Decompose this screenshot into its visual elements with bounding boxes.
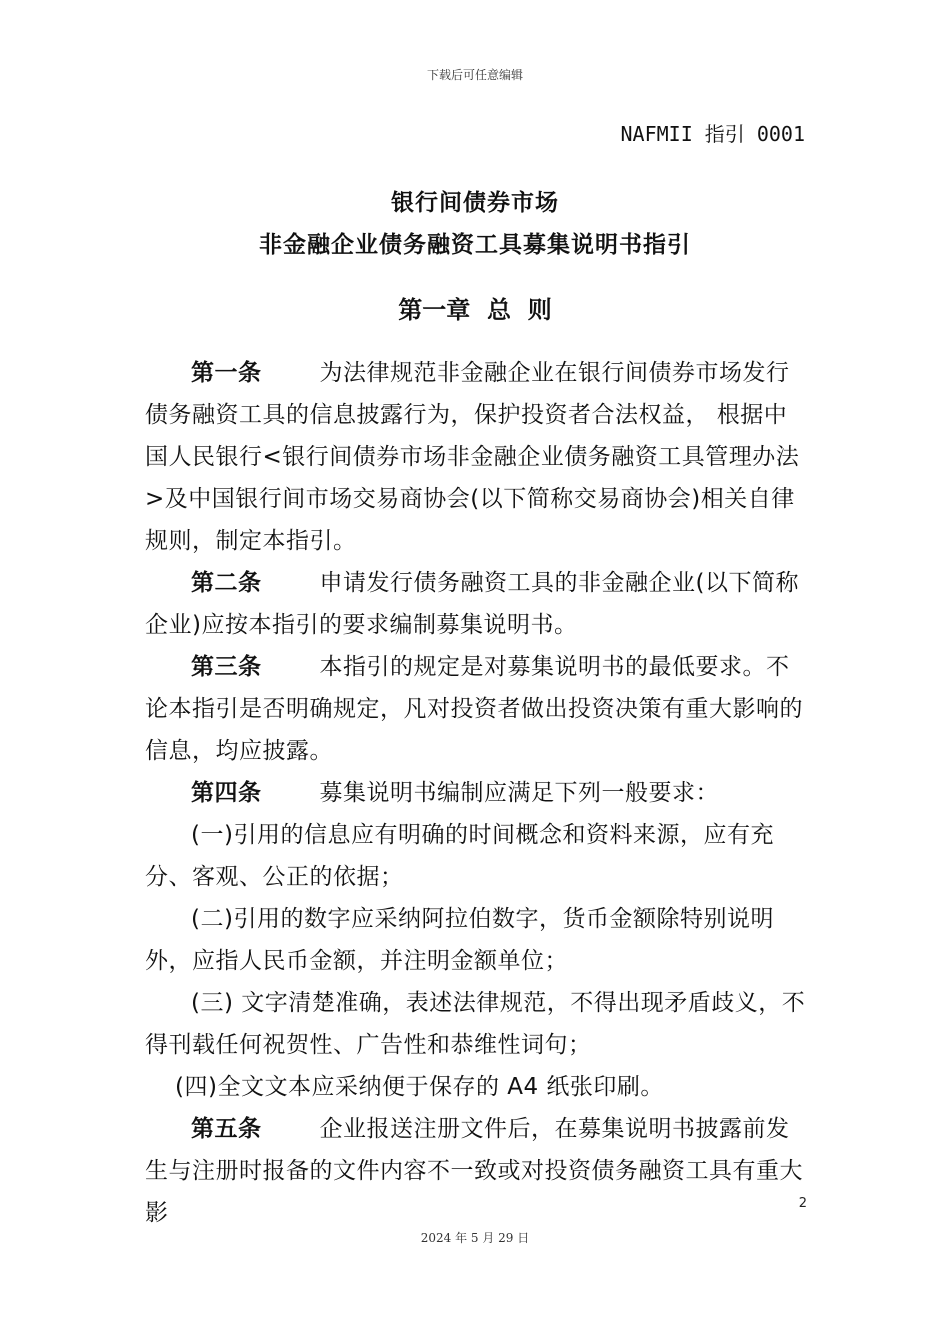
page-header-note: 下载后可任意编辑 (426, 68, 523, 82)
article-5-text: 企业报送注册文件后，在募集说明书披露前发生与注册时报备的文件内容不一致或对投资债务融资工具有重大影 (145, 1116, 803, 1226)
article-4-text: 募集说明书编制应满足下列一般要求： (319, 780, 719, 806)
document-title-line-1: 银行间债券市场 (391, 190, 559, 216)
article-4-item-2: (二)引用的数字应采纳阿拉伯数字，货币金额除特别说明外，应指人民币金额，并注明金额单位； (145, 906, 774, 974)
chapter-heading: 第一章 总 则 (398, 296, 552, 324)
page-number: 2 (798, 1196, 807, 1211)
article-5 (145, 1108, 810, 1234)
page-footer-date: 2024 年 5 月 29 日 (420, 1231, 530, 1245)
document-title-line-2: 非金融企业债务融资工具募集说明书指引 (259, 232, 691, 258)
article-2 (145, 562, 810, 646)
document-code: NAFMII 指引 0001 (620, 122, 805, 146)
document-body (145, 352, 810, 1234)
article-2-text: 申请发行债务融资工具的非金融企业(以下简称企业)应按本指引的要求编制募集说明书。 (145, 570, 799, 638)
article-1-text: 为法律规范非金融企业在银行间债券市场发行债务融资工具的信息披露行为，保护投资者合法权益， 根据中国人民银行<银行间债券市场非金融企业债务融资工具管理办法>及中国银行间市场交易商协会(以下简称交易商协会)相关自律规则，制定本指引。 (145, 360, 800, 554)
article-4-label: 第四条 (191, 780, 262, 806)
article-4 (145, 772, 810, 814)
article-4-item-3: (三) 文字清楚准确，表述法律规范，不得出现矛盾歧义，不得刊载任何祝贺性、广告性和恭维性词句； (145, 990, 806, 1058)
article-1 (145, 352, 810, 562)
article-5-label: 第五条 (191, 1116, 262, 1142)
article-4-item-4: (四)全文文本应采纳便于保存的 A4 纸张印刷。 (175, 1074, 664, 1100)
article-3-text: 本指引的规定是对募集说明书的最低要求。不论本指引是否明确规定，凡对投资者做出投资决策有重大影响的信息，均应披露。 (145, 654, 803, 764)
article-3-label: 第三条 (191, 654, 262, 680)
article-2-label: 第二条 (191, 570, 262, 596)
article-1-label: 第一条 (191, 360, 262, 386)
article-3 (145, 646, 810, 772)
article-4-item-1: (一)引用的信息应有明确的时间概念和资料来源，应有充分、客观、公正的依据； (145, 822, 774, 890)
